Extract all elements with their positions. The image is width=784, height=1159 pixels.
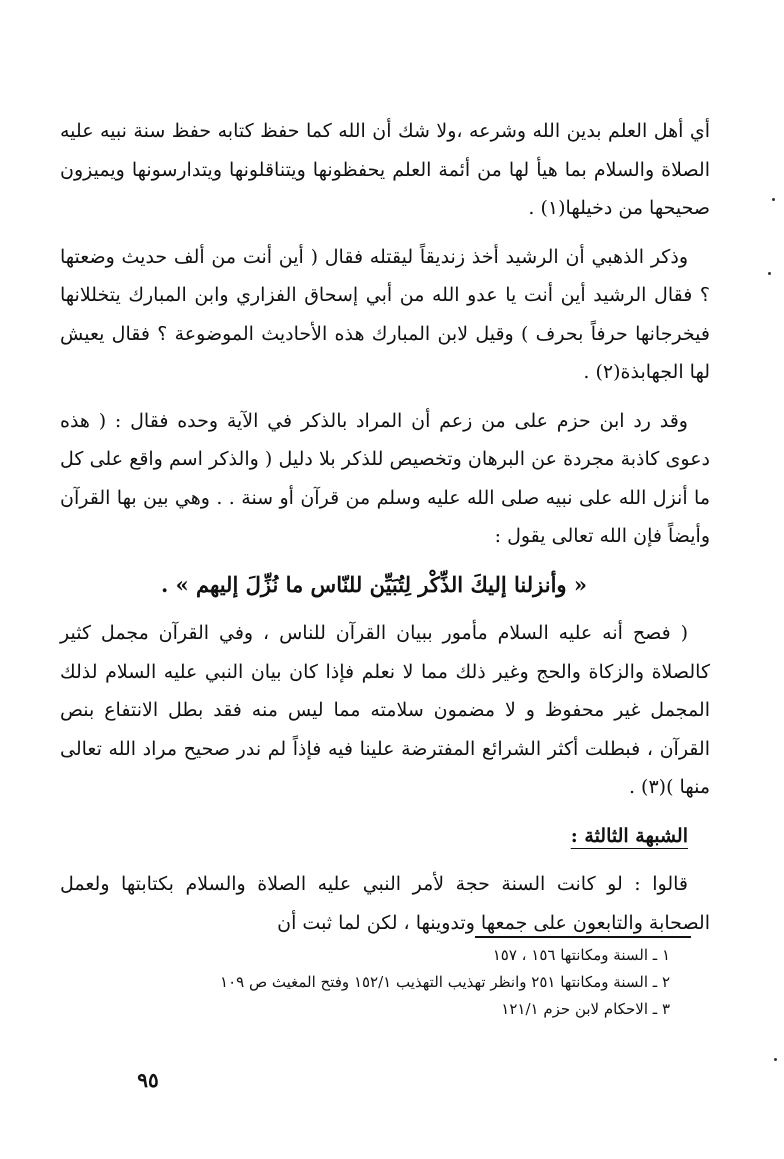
- footnote-1: ١ ـ السنة ومكانتها ١٥٦ ، ١٥٧: [492, 946, 670, 964]
- paragraph-5: قالوا : لو كانت السنة حجة لأمر النبي عليه الصلاة والسلام بكتابتها ولعمل الصحابة والتابعون على جمعها وتدوينها ، لكن لما ثبت أن: [60, 873, 710, 934]
- paragraph-3: وقد رد ابن حزم على من زعم أن المراد بالذكر في الآية وحده فقال : ( هذه دعوى كاذبة مجردة عن البرهان وتخصيص للذكر بلا دليل ( والذكر اسم واقع على كل ما أنزل الله على نبيه صلى الله عليه وسلم من قرآن أو سنة . . وهي بين بها القرآن وأيضاً فإن الله تعالى يقول :: [60, 409, 710, 547]
- body-text: [60, 112, 710, 952]
- footnotes: [110, 942, 670, 1023]
- scan-speck: [772, 198, 775, 201]
- footnote-2: ٢ ـ السنة ومكانتها ٢٥١ وانظر تهذيب التهذيب ١٥٢/١ وفتح المغيث ص ١٠٩: [220, 973, 670, 991]
- footnote-divider: [475, 936, 691, 938]
- section-heading: الشبهة الثالثة :: [570, 824, 688, 847]
- footnote-3: ٣ ـ الاحكام لابن حزم ١٢١/١: [501, 1000, 670, 1018]
- scan-speck: [774, 1058, 777, 1061]
- scan-speck: [768, 272, 771, 275]
- paragraph-4: ( فصح أنه عليه السلام مأمور ببيان القرآن للناس ، وفي القرآن مجمل كثير كالصلاة والزكاة والحج وغير ذلك مما لا نعلم فإذا كان بيان النبي عليه السلام لذلك المجمل غير محفوظ و لا مضمون سلامته مما ليس منه فقد بطل الانتفاع بنص القرآن ، فبطلت أكثر الشرائع المفترضة علينا فيه فإذاً لم ندر صحيح مراد الله تعالى منها )(٣) .: [60, 622, 710, 798]
- page-number: ٩٥: [137, 1068, 159, 1092]
- paragraph-2: وذكر الذهبي أن الرشيد أخذ زنديقاً ليقتله فقال ( أين أنت من ألف حديث وضعتها ؟ فقال الرشيد أين أنت يا عدو الله من أبي إسحاق الفزاري وابن المبارك يتخللانها فيخرجانها حرفاً بحرف ) وقيل لابن المبارك هذه الأحاديث الموضوعة ؟ فقال يعيش لها الجهابذة(٢) .: [60, 245, 710, 383]
- paragraph-1: أي أهل العلم بدين الله وشرعه ،ولا شك أن الله كما حفظ كتابه حفظ سنة نبيه عليه الصلاة والسلام بما هيأ لها من أئمة العلم يحفظونها ويتناقلونها ويتدارسونها ويميزون صحيحها من دخيلها(١) .: [60, 120, 710, 219]
- quran-verse: « وأنزلنا إليكَ الذِّكْر لِتُبَيِّن للنّاس ما نُزِّلَ إليهم » .: [161, 571, 587, 597]
